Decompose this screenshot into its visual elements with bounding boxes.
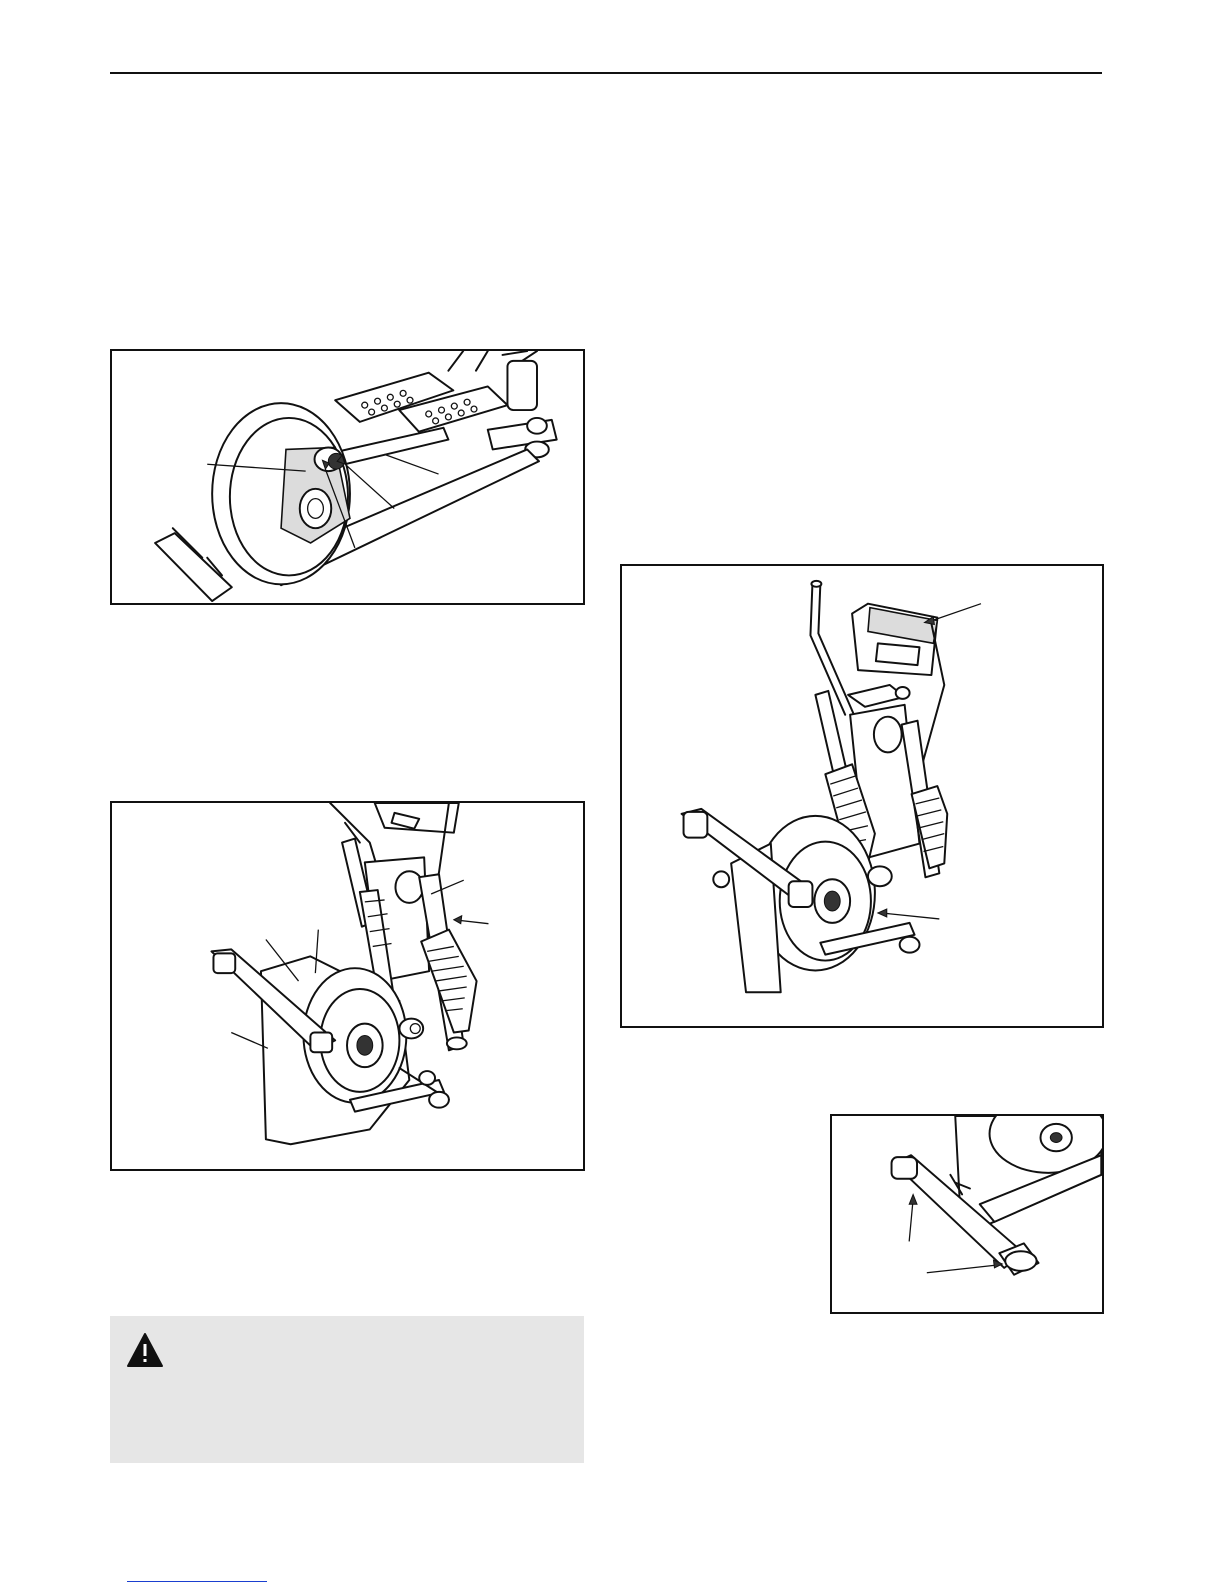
figure-flywheel-closeup <box>110 349 585 605</box>
full-assembly-drawing <box>622 566 1102 1026</box>
header-rule <box>110 72 1102 74</box>
figure-full-assembly <box>620 564 1104 1028</box>
rear-view-drawing <box>112 803 583 1169</box>
figure-base-feet <box>830 1114 1104 1314</box>
flywheel-closeup-drawing <box>112 351 583 603</box>
figure-rear-view <box>110 801 585 1171</box>
base-feet-drawing <box>832 1116 1102 1312</box>
warning-triangle-icon <box>126 1332 164 1368</box>
footer-link-underline[interactable] <box>127 1581 267 1582</box>
warning-box <box>110 1316 584 1463</box>
